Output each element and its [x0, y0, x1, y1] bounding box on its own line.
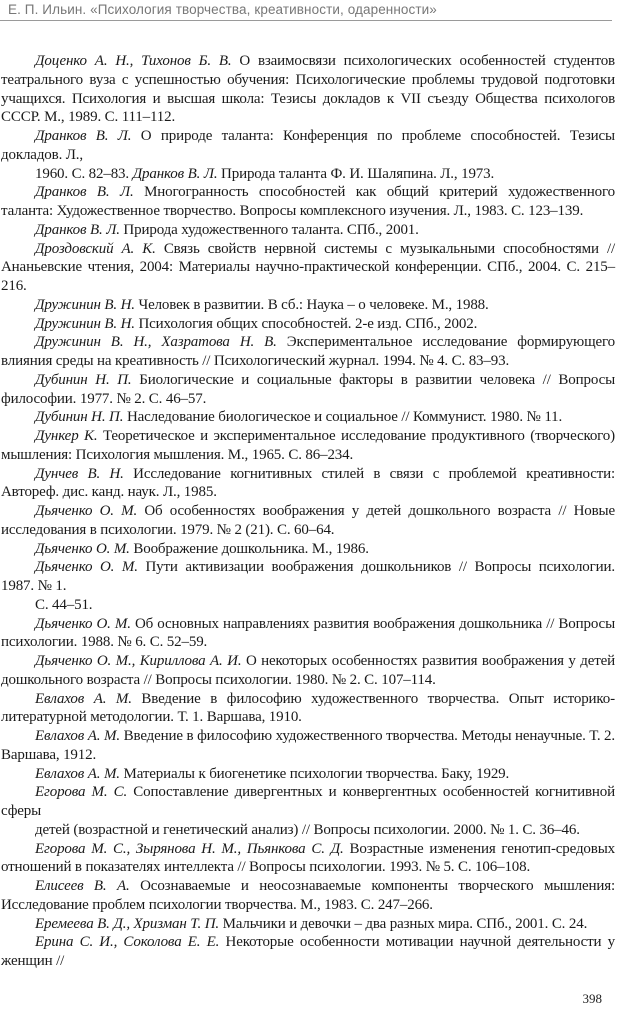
reference-authors: Дружинин В. Н., Хазратова Н. В.: [35, 334, 277, 351]
reference-authors: Дроздовский А. К.: [35, 240, 156, 257]
reference-text: О природе таланта: Конференция по проблеме способностей. Тезисы докладов. Л.,: [1, 128, 615, 163]
reference-entry: [1, 765, 615, 784]
reference-entry: [1, 52, 615, 127]
reference-entry: [1, 877, 615, 915]
reference-entry: [1, 540, 615, 559]
reference-text: Об основных направлениях развития воображения дошкольника // Вопросы психологии. 1988. № 6. С. 52–59.: [1, 615, 615, 651]
reference-entry: [1, 333, 615, 371]
header-rule: [0, 20, 612, 21]
reference-entry: [1, 465, 615, 503]
reference-text: Введение в философию художественного творчества. Методы ненаучные. Т. 2. Варшава, 1912.: [1, 728, 616, 763]
reference-authors: Дьяченко О. М.: [35, 559, 138, 576]
reference-authors: Евлахов А. М.: [35, 765, 120, 782]
page-number: 398: [582, 991, 602, 1006]
reference-entry: [1, 840, 615, 878]
reference-entry: [1, 371, 615, 409]
reference-authors: Дьяченко О. М.: [35, 503, 138, 519]
reference-text: Введение в философию художественного творчества. Опыт историко-литературной методологии. Т. 1. Варшава, 1910.: [1, 690, 615, 726]
reference-authors: Егорова М. С.: [35, 784, 128, 801]
reference-entry: [1, 727, 615, 765]
reference-authors: Еремеева В. Д., Хризман Т. П.: [35, 915, 219, 932]
reference-text: детей (возрастной и генетический анализ) // Вопросы психологии. 2000. № 1. С. 36–46.: [35, 821, 580, 838]
reference-entry: [1, 652, 615, 690]
reference-entry: [1, 783, 615, 821]
reference-text: Природа таланта Ф. И. Шаляпина. Л., 1973.: [217, 165, 495, 182]
reference-text: Осознаваемые и неосознаваемые компоненты творческого мышления: Исследование проблем психологии творчества. М., 1983. С. 247–266.: [1, 878, 615, 913]
reference-entry: [1, 690, 615, 728]
reference-entry: [1, 558, 615, 596]
reference-text: Мальчики и девочки – два разных мира. СПб., 2001. С. 24.: [219, 915, 588, 932]
reference-entry: [1, 933, 615, 971]
reference-authors: Доценко А. Н., Тихонов Б. В.: [35, 53, 232, 69]
reference-text: О взаимосвязи психологических особенностей студентов театрального вуза с успешностью обучения: Психологические проблемы трудовой подготовки учащихся. Психология и высшая школа: Тезисы докладов к VII съезду Общества психологов СССР. М., 1989. С. 111–112.: [1, 53, 615, 126]
reference-authors: Дьяченко О. М.: [35, 615, 131, 632]
reference-authors: Евлахов А. М.: [35, 690, 132, 707]
reference-authors: Егорова М. С., Зырянова Н. М., Пьянкова С. Д.: [35, 840, 344, 857]
reference-text: О некоторых особенностях развития воображения у детей дошкольного возраста // Вопросы психологии. 1980. № 2. С. 107–114.: [1, 653, 615, 688]
reference-entry: [1, 821, 615, 840]
reference-authors: Дьяченко О. М., Кириллова А. И.: [35, 653, 242, 669]
reference-text: Человек в развитии. В сб.: Наука – о человеке. М., 1988.: [134, 296, 489, 313]
reference-text: Наследование биологическое и социальное // Коммунист. 1980. № 11.: [123, 409, 563, 426]
reference-text: Психология общих способностей. 2-е изд. СПб., 2002.: [134, 315, 478, 332]
reference-entry: [1, 915, 615, 934]
reference-text: Связь свойств нервной системы с музыкальными способностями // Ананьевские чтения, 2004: Материалы научно-практической конференции. СПб., 2004. С. 215–216.: [1, 240, 616, 294]
reference-authors: Дранков В. Л.: [35, 128, 132, 144]
reference-text: Сопоставление дивергентных и конвергентных особенностей когнитивной сферы: [1, 784, 615, 819]
reference-entry: [1, 502, 615, 540]
reference-authors: Дьяченко О. М.: [35, 540, 130, 557]
running-head: Е. П. Ильин. «Психология творчества, креативности, одаренности»: [8, 2, 437, 17]
reference-authors: Дубинин Н. П.: [35, 371, 132, 388]
reference-text: Материалы к биогенетике психологии творчества. Баку, 1929.: [119, 765, 510, 782]
reference-authors: Дунчев В. Н.: [35, 465, 124, 482]
reference-authors: Ерина С. И., Соколова Е. Е.: [35, 934, 220, 951]
reference-entry: [1, 127, 615, 165]
reference-authors: Елисеев В. А.: [35, 878, 130, 894]
reference-entry: [1, 240, 615, 296]
reference-text: Природа художественного таланта. СПб., 2001.: [119, 221, 419, 238]
reference-text: Воображение дошкольника. М., 1986.: [129, 540, 369, 557]
reference-list: [1, 52, 615, 971]
reference-authors: Евлахов А. М.: [35, 728, 120, 744]
reference-text: Об особенностях воображения у детей дошкольного возраста // Новые исследования в психологии. 1979. № 2 (21). С. 60–64.: [1, 503, 615, 538]
reference-text: 1960. С. 82–83.: [35, 165, 133, 182]
reference-authors: Дранков В. Л.: [132, 165, 218, 182]
reference-entry: [1, 221, 615, 240]
reference-entry: [1, 408, 615, 427]
reference-text: Биологические и социальные факторы в развитии человека // Вопросы философии. 1977. № 2. С. 46–57.: [1, 371, 616, 407]
reference-entry: [1, 183, 615, 221]
reference-text: Некоторые особенности мотивации научной деятельности у женщин //: [1, 934, 615, 969]
reference-entry: [1, 596, 615, 615]
reference-entry: [1, 296, 615, 315]
reference-authors: Дранков В. Л.: [35, 221, 120, 238]
reference-text: Многогранность способностей как общий критерий художественного таланта: Художественное творчество. Вопросы комплексного изучения. Л., 1983. С. 123–139.: [1, 184, 615, 219]
reference-entry: [1, 427, 615, 465]
reference-entry: [1, 615, 615, 653]
reference-authors: Дранков В. Л.: [35, 184, 134, 201]
reference-authors: Дружинин В. Н.: [35, 315, 135, 332]
reference-entry: [1, 165, 615, 184]
reference-text: Теоретическое и экспериментальное исследование продуктивного (творческого) мышления: Психология мышления. М., 1965. С. 86–234.: [1, 428, 616, 463]
reference-text: Возрастные изменения генотип-средовых отношений в показателях интеллекта // Вопросы психологии. 1993. № 5. С. 106–108.: [1, 840, 615, 876]
reference-authors: Дружинин В. Н.: [35, 296, 135, 313]
reference-text: С. 44–51.: [35, 596, 93, 613]
reference-text: Исследование когнитивных стилей в связи с проблемой креативности: Автореф. дис. канд. наук. Л., 1985.: [1, 465, 615, 501]
reference-authors: Дункер К.: [35, 428, 98, 444]
reference-entry: [1, 315, 615, 334]
reference-text: Экспериментальное исследование формирующего влияния среды на креативность // Психологический журнал. 1994. № 4. С. 83–93.: [1, 334, 616, 369]
reference-authors: Дубинин Н. П.: [35, 409, 124, 426]
reference-text: Пути активизации воображения дошкольников // Вопросы психологии. 1987. № 1.: [1, 559, 615, 594]
